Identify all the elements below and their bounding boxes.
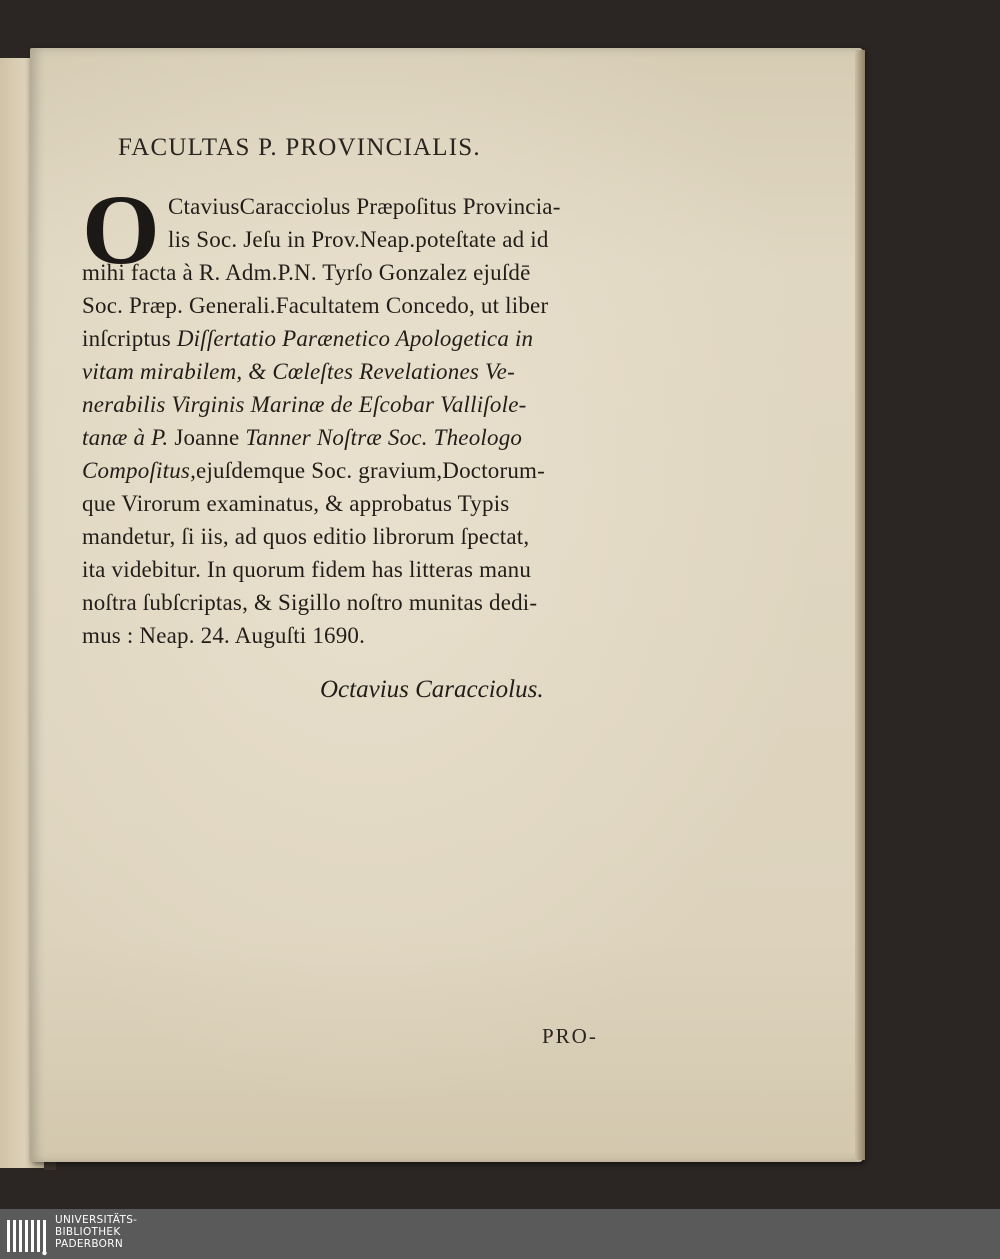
text-line-10: que Virorum examinatus, & approbatus Typis [82, 491, 510, 516]
text-line-5 [82, 326, 533, 352]
page-heading: FACULTAS P. PROVINCIALIS. [118, 134, 481, 161]
page-fore-edge [855, 50, 865, 1160]
text-line-8-italic-b: Tanner Noſtræ Soc. Theologo [245, 425, 523, 450]
text-line-9 [82, 458, 545, 484]
library-name-line1: UNIVERSITÄTS- [55, 1214, 138, 1226]
text-line-13: noſtra ſubſcriptas, & Sigillo noſtro munitas dedi- [82, 590, 538, 615]
library-footer [0, 1209, 1000, 1259]
signature: Octavius Caracciolus. [320, 676, 544, 703]
drop-cap-initial: O [82, 174, 160, 285]
text-line-9-roman: ejuſdemque Soc. gravium,Doctorum- [196, 458, 545, 483]
library-name-line2: BIBLIOTHEK [55, 1226, 121, 1238]
library-name [55, 1214, 137, 1250]
text-line-7: nerabilis Virginis Marinæ de Eſcobar Valliſole- [82, 392, 527, 417]
text-line-11: mandetur, ſi iis, ad quos editio librorum ſpectat, [82, 524, 530, 549]
text-line-2: lis Soc. Jeſu in Prov.Neap.poteſtate ad id [168, 227, 549, 252]
library-logo-icon [5, 1216, 51, 1256]
catchword: PRO- [542, 1024, 598, 1048]
library-name-line3: PADERBORN [55, 1238, 123, 1250]
text-line-1: CtaviusCaracciolus Præpoſitus Provincia- [168, 194, 561, 219]
text-line-8-italic-a: tanæ à P. [82, 425, 169, 450]
text-line-8 [82, 425, 522, 451]
text-line-9-italic: Compoſitus, [82, 458, 197, 483]
text-line-5-roman: inſcriptus [82, 326, 171, 351]
text-line-8-roman: Joanne [174, 425, 240, 450]
text-line-14: mus : Neap. 24. Auguſti 1690. [82, 623, 366, 648]
text-line-6: vitam mirabilem, & Cœleſtes Revelationes Ve- [82, 359, 515, 384]
text-line-12: ita videbitur. In quorum fidem has litteras manu [82, 557, 532, 582]
text-line-3: mihi facta à R. Adm.P.N. Tyrſo Gonzalez ejuſdē [82, 260, 531, 285]
text-line-5-italic: Diſſertatio Parænetico Apologetica in [176, 326, 534, 351]
text-line-4: Soc. Præp. Generali.Facultatem Concedo, ut liber [82, 293, 549, 318]
